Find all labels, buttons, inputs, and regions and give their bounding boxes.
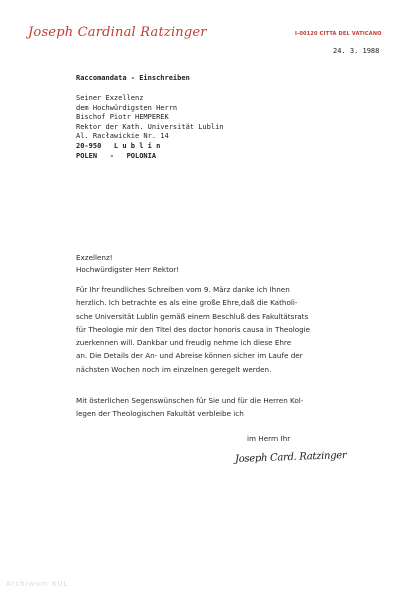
letterhead-address: I-00120 CITTÀ DEL VATICANO: [295, 31, 382, 37]
paragraph-line: Mit österlichen Segenswünschen für Sie und für die Herren Kol-: [76, 396, 304, 405]
recipient-line: Al. Racławickie Nr. 14: [76, 132, 169, 141]
handwritten-signature: Joseph Card. Ratzinger: [234, 450, 347, 465]
salutation: [76, 252, 179, 276]
recipient-block: [76, 94, 224, 161]
recipient-line: Rektor der Kath. Universität Lublin: [76, 122, 224, 131]
paragraph-line: Für Ihr freundliches Schreiben vom 9. März danke ich Ihnen: [76, 285, 290, 294]
paragraph-line: herzlich. Ich betrachte es als eine große Ehre,daß die Katholi-: [76, 298, 298, 308]
archive-stamp: Archiwum KUL: [6, 580, 69, 588]
paragraph-1: [76, 283, 310, 376]
salutation-line: Exzellenz!: [76, 253, 113, 262]
recipient-city: 20-950 L u b l i n: [76, 141, 161, 150]
paragraph-line: an. Die Details der An- und Abreise können sicher im Laufe der: [76, 351, 303, 361]
recipient-country: POLEN - POLONIA: [76, 151, 157, 160]
paragraph-line: legen der Theologischen Fakultät verbleibe ich: [76, 409, 244, 419]
recipient-line: Seiner Exzellenz: [76, 94, 144, 102]
paragraph-line: für Theologie mir den Titel des doctor honoris causa in Theologie: [76, 324, 311, 334]
paragraph-2: [76, 394, 303, 421]
paragraph-line: nächsten Wochen noch im einzelnen geregelt werden.: [76, 364, 272, 374]
recipient-line: Bischof Piotr HEMPEREK: [76, 113, 169, 122]
paragraph-line: sche Universität Lublin gemäß einem Beschluß des Fakultätsrats: [76, 311, 309, 321]
delivery-type: Raccomandata - Einschreiben: [76, 74, 190, 82]
salutation-line: Hochwürdigster Herr Rektor!: [76, 265, 180, 274]
closing: im Herrn Ihr: [247, 434, 291, 443]
recipient-line: dem Hochwürdigsten Herrn: [76, 103, 178, 112]
letterhead-name: Joseph Cardinal Ratzinger: [28, 25, 207, 40]
paragraph-line: zuerkennen will. Dankbar und freudig nehme ich diese Ehre: [76, 338, 292, 348]
letter-date: 24. 3. 1988: [333, 47, 380, 55]
